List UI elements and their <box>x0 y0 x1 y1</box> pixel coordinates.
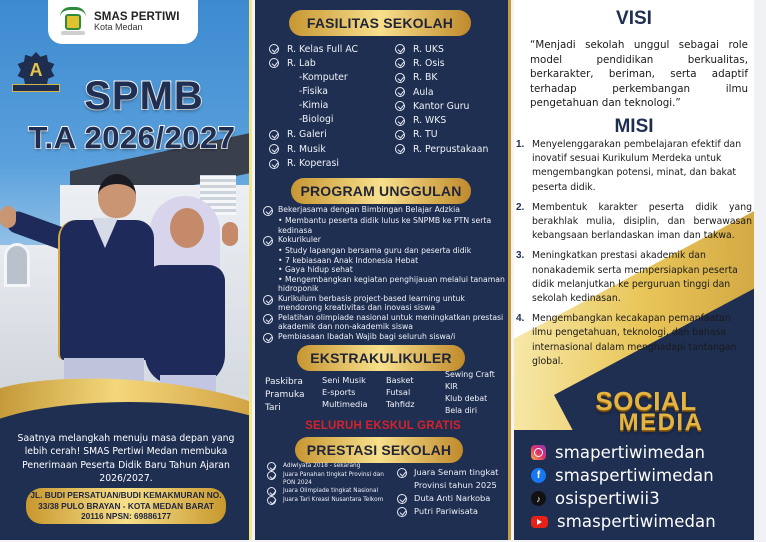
check-circle-icon <box>269 144 279 154</box>
program-subitem: • Membantu peserta didik lulus ke SNPMB ke PTN serta kedinasa <box>278 216 492 235</box>
achievement-item: Juara Senam tingkat Provinsi tahun 2025 <box>397 466 509 492</box>
achievement-item: Juara Tari Kreasi Nusantara Telkom <box>267 496 397 505</box>
extracurricular-item: E-sports <box>322 387 356 397</box>
program-subitem: • Study lapangan bersama guru dan peserta didik <box>278 246 472 255</box>
facility-item: R. Koperasi <box>269 156 358 170</box>
check-circle-icon <box>269 159 279 169</box>
program-item: Kokurikuler <box>263 235 507 246</box>
check-circle-icon <box>397 468 407 478</box>
achievements-left-column <box>267 462 397 505</box>
social-account-tiktok[interactable]: ♪ osispertiwii3 <box>531 487 751 510</box>
check-circle-icon <box>267 487 276 496</box>
youtube-icon <box>531 516 548 528</box>
facility-subitem: -Biologi <box>299 114 334 126</box>
mission-title: MISI <box>614 116 654 137</box>
extracurricular-item: Pramuka <box>265 390 305 400</box>
extracurricular-item: KIR <box>445 382 458 391</box>
mission-item: 1. Menyelenggarakan pembelajaran efektif dan inovatif sesuai Kurikulum Merdeka untuk mengembangkan potensi, minat, dan bakat peserta didik. <box>516 139 742 193</box>
facility-item: R. Musik <box>269 142 358 156</box>
check-circle-icon <box>395 130 405 140</box>
achievement-item: Adiwiyata 2018 - sekarang <box>267 462 397 471</box>
extracurricular-item: Klub debat <box>445 394 488 403</box>
check-circle-icon <box>269 130 279 140</box>
program-subitem: • Gaya hidup sehat <box>278 265 353 274</box>
check-circle-icon <box>263 236 273 246</box>
mission-item: 2. Membentuk karakter peserta didik yang berakhlak mulia, disiplin, dan berwawasan kebangsaan berlandaskan iman dan takwa. <box>516 201 752 242</box>
check-circle-icon <box>395 116 405 126</box>
extracurricular-item: Basket <box>386 375 414 385</box>
facility-item: R. UKS <box>395 42 488 56</box>
check-circle-icon <box>263 314 273 324</box>
achievement-item: Duta Anti Narkoba <box>397 492 509 505</box>
check-circle-icon <box>263 206 273 216</box>
check-circle-icon <box>395 44 405 54</box>
extracurricular-item: Paskibra <box>265 377 303 387</box>
facility-item: R. Lab <box>269 56 358 70</box>
extracurricular-item: Tahfidz <box>386 399 415 409</box>
social-media-list <box>531 441 751 533</box>
facebook-icon: f <box>531 468 546 483</box>
check-circle-icon <box>263 333 273 343</box>
check-circle-icon <box>397 507 407 517</box>
facility-item: R. Perpustakaan <box>395 142 488 156</box>
extracurricular-item: Bela diri <box>445 406 478 415</box>
program-item: Bekerjasama dengan Bimbingan Belajar Adzkia <box>263 205 507 216</box>
check-circle-icon <box>395 73 405 83</box>
check-circle-icon <box>395 87 405 97</box>
extracurricular-item: Multimedia <box>322 399 368 409</box>
school-city: Kota Medan <box>94 22 143 33</box>
facility-item: R. TU <box>395 128 488 142</box>
check-circle-icon <box>267 471 276 480</box>
program-item: Pembiasaan Ibadah Wajib bagi seluruh siswa/i <box>263 332 507 343</box>
facility-item: R. BK <box>395 71 488 85</box>
program-subitem: • 7 kebiasaan Anak Indonesia Hebat <box>278 255 419 265</box>
mission-list <box>516 138 752 375</box>
school-logo-card <box>48 0 198 44</box>
facility-item: Kantor Guru <box>395 99 488 113</box>
facilities-right-column <box>395 42 488 156</box>
free-extracurricular-note: SELURUH EKSKUL GRATIS <box>305 420 461 432</box>
facility-item: R. Galeri <box>269 128 358 142</box>
check-circle-icon <box>395 144 405 154</box>
promo-blurb: Saatnya melangkah menuju masa depan yang lebih cerah! SMAS Pertiwi Medan membuka Penerimaan Peserta Didik Baru Tahun Ajaran 2026/2027. <box>17 433 235 484</box>
social-account-instagram[interactable]: smapertiwimedan <box>531 441 751 464</box>
vision-mission-panel <box>514 0 754 540</box>
extracurricular-item: Futsal <box>386 387 411 397</box>
accreditation-badge-icon: A <box>12 52 60 100</box>
extracurricular-item: Tari <box>265 403 281 413</box>
school-emblem-icon <box>60 7 86 37</box>
page-margin <box>754 0 766 542</box>
facilities-heading: FASILITAS SEKOLAH <box>289 10 471 36</box>
achievement-item: Juara Panahan tingkat Provinsi dan PON 2024 <box>267 471 397 487</box>
info-panel <box>255 0 511 540</box>
check-circle-icon <box>267 462 276 471</box>
extracurricular-item: Sewing Craft <box>445 370 495 379</box>
check-circle-icon <box>395 101 405 111</box>
facilities-left-column <box>269 42 358 171</box>
vision-text: “Menjadi sekolah unggul sebagai role model pendidikan berkualitas, berkarakter, beriman, serta adaptif terhadap perkembangan ilmu pengetahuan dan teknologi.” <box>530 39 748 109</box>
mission-item: 3. Meningkatkan prestasi akademik dan nonakademik serta mempersiapkan peserta didik melanjutkan ke perguruan tinggi dan sekolah kedinasan. <box>516 250 738 305</box>
instagram-icon <box>531 445 546 460</box>
check-circle-icon <box>263 295 273 305</box>
address-text: JL. BUDI PERSATUAN/BUDI KEMAKMURAN NO. 33/38 PULO BRAYAN - KOTA MEDAN BARAT 20116 NPSN: 69886177 <box>30 490 222 522</box>
facility-subitem: -Kimia <box>299 100 329 112</box>
vision-title: VISI <box>616 8 652 29</box>
check-circle-icon <box>397 494 407 504</box>
achievements-right-column <box>397 466 509 518</box>
cover-panel <box>0 0 252 540</box>
programs-heading: PROGRAM UNGGULAN <box>291 178 471 204</box>
achievements-heading: PRESTASI SEKOLAH <box>295 437 463 463</box>
facility-item: R. Kelas Full AC <box>269 42 358 56</box>
facility-subitem: -Fisika <box>299 85 328 97</box>
check-circle-icon <box>269 58 279 68</box>
social-account-youtube[interactable]: smaspertiwimedan <box>531 510 751 533</box>
facility-subitem: -Komputer <box>299 71 348 83</box>
facility-item: R. Osis <box>395 56 488 70</box>
tiktok-icon: ♪ <box>531 491 546 506</box>
programs-list <box>263 205 507 343</box>
program-subitem: • Mengembangkan kegiatan penghijauan melalui tanaman hidroponik <box>278 274 505 293</box>
extracurricular-item: Seni Musik <box>322 375 366 385</box>
headline-spmb: SPMB <box>84 74 204 118</box>
achievement-item: Juara Olimpiade tingkat Nasional <box>267 487 397 496</box>
check-circle-icon <box>267 496 276 505</box>
program-item: Pelatihan olimpiade nasional untuk meningkatkan prestasi akademik dan non-akademik siswa <box>263 313 507 332</box>
social-account-facebook[interactable]: f smaspertiwimedan <box>531 464 751 487</box>
social-media-title: SOCIAL MEDIA <box>595 386 704 436</box>
mission-item: 4. Mengembangkan kecakapan pemanfaatan ilmu pengetahuan, teknologi, dan bahasa internasional dalam menghadapi tantangan global. <box>516 313 737 367</box>
check-circle-icon <box>269 44 279 54</box>
school-name: SMAS PERTIWI <box>94 11 180 24</box>
program-item: Kurikulum berbasis project-based learning untuk mendorong kreativitas dan inovasi siswa <box>263 294 507 313</box>
facility-item: Aula <box>395 85 488 99</box>
academic-year: T.A 2026/2027 <box>28 120 236 155</box>
facility-item: R. WKS <box>395 113 488 127</box>
achievement-item: Putri Pariwisata <box>397 505 509 518</box>
address-badge <box>26 488 226 524</box>
extracurricular-heading: EKSTRAKULIKULER <box>297 345 465 371</box>
check-circle-icon <box>395 58 405 68</box>
